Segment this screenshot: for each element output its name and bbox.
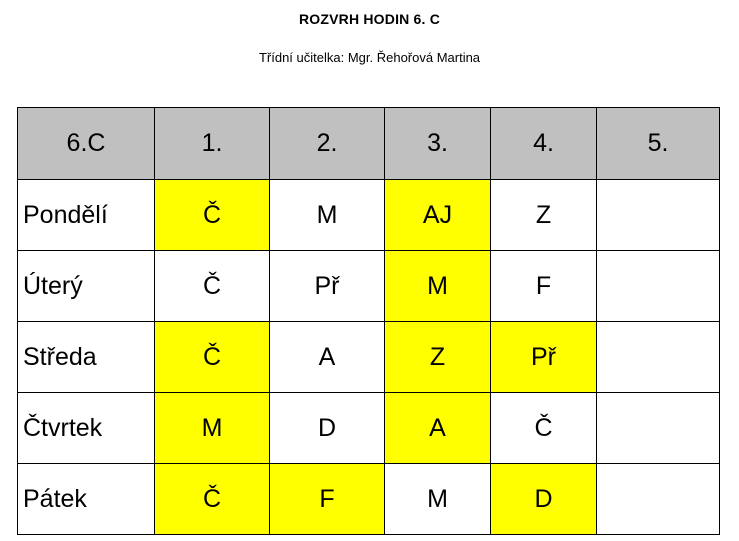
lesson-cell: M [385,464,491,535]
lesson-cell: F [491,251,597,322]
day-label: Pátek [18,464,155,535]
lesson-cell [597,393,720,464]
lesson-cell: A [385,393,491,464]
timetable-row-thursday [18,393,720,464]
lesson-cell: Č [155,180,270,251]
period-header-3: 3. [385,108,491,180]
document-title: ROZVRH HODIN 6. C [298,11,441,27]
timetable-row-tuesday [18,251,720,322]
lesson-cell: Z [491,180,597,251]
lesson-cell [597,464,720,535]
day-label: Středa [18,322,155,393]
lesson-cell: Př [270,251,385,322]
lesson-cell: M [155,393,270,464]
period-header-2: 2. [270,108,385,180]
lesson-cell: F [270,464,385,535]
timetable-row-monday [18,180,720,251]
class-teacher-line: Třídní učitelka: Mgr. Řehořová Martina [258,50,481,65]
timetable-row-friday [18,464,720,535]
period-header-5: 5. [597,108,720,180]
lesson-cell: Č [155,251,270,322]
lesson-cell: Č [155,464,270,535]
day-label: Pondělí [18,180,155,251]
lesson-cell: M [385,251,491,322]
lesson-cell: Př [491,322,597,393]
lesson-cell: Z [385,322,491,393]
lesson-cell: A [270,322,385,393]
lesson-cell: AJ [385,180,491,251]
day-label: Čtvrtek [18,393,155,464]
lesson-cell: D [491,464,597,535]
lesson-cell [597,251,720,322]
lesson-cell: D [270,393,385,464]
period-header-4: 4. [491,108,597,180]
timetable [17,107,720,535]
lesson-cell [597,322,720,393]
lesson-cell: Č [155,322,270,393]
class-label-cell: 6.C [18,108,155,180]
timetable-row-wednesday [18,322,720,393]
timetable-header-row [18,108,720,180]
period-header-1: 1. [155,108,270,180]
lesson-cell: Č [491,393,597,464]
lesson-cell [597,180,720,251]
day-label: Úterý [18,251,155,322]
lesson-cell: M [270,180,385,251]
